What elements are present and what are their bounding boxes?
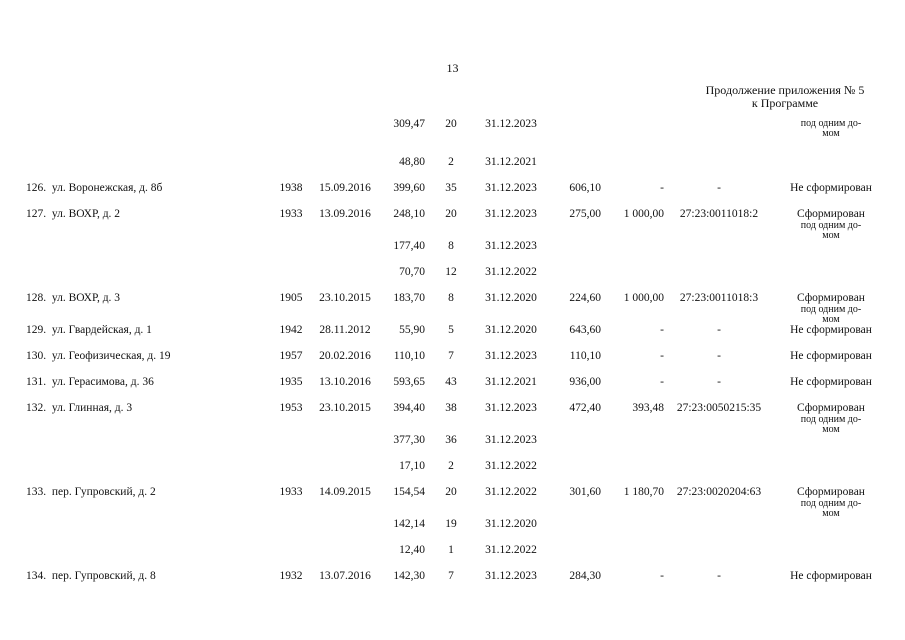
status-cell (774, 156, 888, 182)
total-area-cell (551, 118, 601, 156)
deadline-cell: 31.12.2022 (485, 460, 537, 472)
address-cell (26, 208, 271, 240)
cost-cell (601, 544, 664, 570)
appendix-note-line1: Продолжение приложения № 5 (705, 83, 865, 97)
date-cell: 13.09.2016 (319, 208, 371, 220)
total-area-cell: 224,60 (569, 292, 601, 304)
count-cell: 8 (448, 240, 454, 252)
total-area-cell: 301,60 (569, 486, 601, 498)
count-cell: 38 (445, 402, 457, 414)
count-cell: 20 (445, 118, 457, 130)
year-cell (271, 434, 311, 460)
status-note: мом (822, 230, 840, 241)
status-cell (774, 182, 888, 208)
deadline-cell: 31.12.2020 (485, 518, 537, 530)
area-cell: 12,40 (399, 544, 425, 556)
table-row (26, 570, 888, 596)
date-cell (311, 544, 379, 570)
status-cell (774, 324, 888, 350)
status-text: Не сформирован (790, 324, 872, 336)
deadline-cell: 31.12.2023 (485, 240, 537, 252)
table-row (26, 350, 888, 376)
table-row (26, 518, 888, 544)
address: ул. Гвардейская, д. 1 (51, 324, 152, 336)
total-area-cell (551, 518, 601, 544)
status-cell (774, 208, 888, 240)
year-cell: 1933 (279, 208, 303, 220)
status-cell (774, 402, 888, 434)
status-note: под одним до- (800, 414, 862, 425)
count-cell: 36 (445, 434, 457, 446)
table-row (26, 544, 888, 570)
count-cell: 8 (448, 292, 454, 304)
table-row (26, 324, 888, 350)
count-cell: 43 (445, 376, 457, 388)
cost-cell: - (660, 376, 664, 388)
date-cell: 20.02.2016 (319, 350, 371, 362)
area-cell: 394,40 (393, 402, 425, 414)
deadline-cell: 31.12.2022 (485, 266, 537, 278)
deadline-cell: 31.12.2021 (485, 156, 537, 168)
table-row (26, 460, 888, 486)
status-note: мом (822, 508, 840, 519)
row-number: 134. (26, 570, 47, 582)
total-area-cell: 643,60 (569, 324, 601, 336)
date-cell (311, 518, 379, 544)
year-cell (271, 240, 311, 266)
count-cell: 35 (445, 182, 457, 194)
deadline-cell: 31.12.2023 (485, 208, 537, 220)
address-cell (26, 156, 271, 182)
status-text: Не сформирован (790, 376, 872, 388)
cadastral-number-cell (664, 544, 774, 570)
appendix-note (660, 84, 905, 110)
area-cell: 377,30 (393, 434, 425, 446)
cost-cell (601, 518, 664, 544)
table-row (26, 292, 888, 324)
address: пер. Гупровский, д. 8 (51, 570, 156, 582)
deadline-cell: 31.12.2021 (485, 376, 537, 388)
address-cell (26, 402, 271, 434)
total-area-cell (551, 544, 601, 570)
status-cell (774, 292, 888, 324)
count-cell: 20 (445, 208, 457, 220)
row-number: 127. (26, 208, 47, 220)
date-cell (311, 266, 379, 292)
address-cell (26, 118, 271, 156)
address-cell (26, 324, 271, 350)
table-row (26, 434, 888, 460)
cost-cell (601, 266, 664, 292)
year-cell (271, 118, 311, 156)
table-row (26, 486, 888, 518)
status-text: Не сформирован (790, 182, 872, 194)
address-cell (26, 460, 271, 486)
row-number: 129. (26, 324, 47, 336)
status-note: под одним до- (800, 220, 862, 231)
address-cell (26, 350, 271, 376)
total-area-cell: 606,10 (569, 182, 601, 194)
address: пер. Гупровский, д. 2 (51, 486, 156, 498)
status-cell (774, 460, 888, 486)
address: ул. Герасимова, д. 36 (51, 376, 154, 388)
address: ул. ВОХР, д. 3 (51, 292, 121, 304)
area-cell: 399,60 (393, 182, 425, 194)
address-cell (26, 292, 271, 324)
table-row (26, 376, 888, 402)
row-number: 131. (26, 376, 47, 388)
appendix-note-line2: к Программе (751, 96, 819, 110)
cost-cell (601, 434, 664, 460)
deadline-cell: 31.12.2023 (485, 570, 537, 582)
cost-cell: 1 000,00 (623, 208, 664, 220)
area-cell: 183,70 (393, 292, 425, 304)
deadline-cell: 31.12.2020 (485, 324, 537, 336)
housing-registry-table (26, 118, 888, 596)
count-cell: 2 (448, 460, 454, 472)
address-cell (26, 266, 271, 292)
table-row (26, 266, 888, 292)
status-text: Сформирован (797, 486, 865, 498)
cadastral-number-cell: 27:23:0011018:2 (679, 208, 759, 220)
cost-cell: - (660, 570, 664, 582)
cadastral-number-cell: - (717, 570, 721, 582)
cost-cell: 1 180,70 (623, 486, 664, 498)
cadastral-number-cell (664, 460, 774, 486)
area-cell: 154,54 (393, 486, 425, 498)
count-cell: 5 (448, 324, 454, 336)
cadastral-number-cell: - (717, 324, 721, 336)
year-cell: 1932 (279, 570, 303, 582)
cadastral-number-cell (664, 266, 774, 292)
year-cell: 1905 (279, 292, 303, 304)
year-cell: 1957 (279, 350, 303, 362)
count-cell: 12 (445, 266, 457, 278)
count-cell: 1 (448, 544, 454, 556)
status-cell (774, 266, 888, 292)
cadastral-number-cell (664, 156, 774, 182)
date-cell: 23.10.2015 (319, 292, 371, 304)
total-area-cell (551, 266, 601, 292)
total-area-cell: 472,40 (569, 402, 601, 414)
status-cell (774, 118, 888, 156)
deadline-cell: 31.12.2022 (485, 486, 537, 498)
status-cell (774, 434, 888, 460)
area-cell: 248,10 (393, 208, 425, 220)
date-cell: 15.09.2016 (319, 182, 371, 194)
year-cell: 1953 (279, 402, 303, 414)
deadline-cell: 31.12.2023 (485, 182, 537, 194)
cadastral-number-cell: 27:23:0050215:35 (676, 402, 762, 414)
area-cell: 142,14 (393, 518, 425, 530)
count-cell: 19 (445, 518, 457, 530)
row-number: 132. (26, 402, 47, 414)
deadline-cell: 31.12.2020 (485, 292, 537, 304)
cost-cell: - (660, 350, 664, 362)
date-cell (311, 434, 379, 460)
cadastral-number-cell (664, 434, 774, 460)
date-cell (311, 460, 379, 486)
year-cell (271, 156, 311, 182)
date-cell: 23.10.2015 (319, 402, 371, 414)
table-row (26, 402, 888, 434)
status-text: Сформирован (797, 292, 865, 304)
cost-cell: - (660, 324, 664, 336)
status-note: мом (822, 314, 840, 325)
deadline-cell: 31.12.2022 (485, 544, 537, 556)
address-cell (26, 182, 271, 208)
status-cell (774, 240, 888, 266)
deadline-cell: 31.12.2023 (485, 350, 537, 362)
cost-cell (601, 460, 664, 486)
row-number: 130. (26, 350, 47, 362)
address-cell (26, 434, 271, 460)
status-note: под одним до- (800, 498, 862, 509)
area-cell: 309,47 (393, 118, 425, 130)
total-area-cell (551, 460, 601, 486)
cadastral-number-cell: - (717, 182, 721, 194)
row-number: 126. (26, 182, 47, 194)
row-number: 128. (26, 292, 47, 304)
cost-cell (601, 156, 664, 182)
table-row (26, 182, 888, 208)
status-cell (774, 486, 888, 518)
date-cell (311, 118, 379, 156)
deadline-cell: 31.12.2023 (485, 402, 537, 414)
date-cell (311, 156, 379, 182)
total-area-cell (551, 156, 601, 182)
year-cell (271, 266, 311, 292)
page-number: 13 (446, 61, 459, 75)
address: ул. Геофизическая, д. 19 (51, 350, 171, 362)
status-text: Сформирован (797, 208, 865, 220)
year-cell: 1938 (279, 182, 303, 194)
cadastral-number-cell: 27:23:0020204:63 (676, 486, 762, 498)
date-cell: 14.09.2015 (319, 486, 371, 498)
status-cell (774, 350, 888, 376)
total-area-cell: 284,30 (569, 570, 601, 582)
status-note: под одним до- (800, 118, 862, 129)
year-cell: 1933 (279, 486, 303, 498)
address-cell (26, 570, 271, 596)
total-area-cell: 936,00 (569, 376, 601, 388)
area-cell: 177,40 (393, 240, 425, 252)
cadastral-number-cell (664, 518, 774, 544)
status-note: под одним до- (800, 304, 862, 315)
cost-cell: - (660, 182, 664, 194)
status-note: мом (822, 128, 840, 139)
area-cell: 17,10 (399, 460, 425, 472)
cost-cell: 393,48 (632, 402, 664, 414)
row-number: 133. (26, 486, 47, 498)
address: ул. Воронежская, д. 8б (51, 182, 163, 194)
total-area-cell: 110,10 (569, 350, 601, 362)
status-cell (774, 518, 888, 544)
status-text: Сформирован (797, 402, 865, 414)
cost-cell: 1 000,00 (623, 292, 664, 304)
area-cell: 48,80 (399, 156, 425, 168)
count-cell: 20 (445, 486, 457, 498)
address: ул. Глинная, д. 3 (51, 402, 133, 414)
cadastral-number-cell: - (717, 376, 721, 388)
table-row (26, 240, 888, 266)
cost-cell (601, 118, 664, 156)
count-cell: 7 (448, 350, 454, 362)
count-cell: 7 (448, 570, 454, 582)
year-cell (271, 544, 311, 570)
status-cell (774, 544, 888, 570)
cadastral-number-cell: - (717, 350, 721, 362)
total-area-cell (551, 240, 601, 266)
address-cell (26, 544, 271, 570)
area-cell: 70,70 (399, 266, 425, 278)
cadastral-number-cell (664, 240, 774, 266)
address-cell (26, 240, 271, 266)
status-text: Не сформирован (790, 570, 872, 582)
deadline-cell: 31.12.2023 (485, 118, 537, 130)
total-area-cell: 275,00 (569, 208, 601, 220)
year-cell (271, 518, 311, 544)
area-cell: 110,10 (393, 350, 425, 362)
date-cell: 13.10.2016 (319, 376, 371, 388)
status-note: мом (822, 424, 840, 435)
cadastral-number-cell: 27:23:0011018:3 (679, 292, 759, 304)
area-cell: 55,90 (399, 324, 425, 336)
cost-cell (601, 240, 664, 266)
area-cell: 593,65 (393, 376, 425, 388)
cadastral-number-cell (664, 118, 774, 156)
table-row (26, 208, 888, 240)
date-cell (311, 240, 379, 266)
status-cell (774, 376, 888, 402)
table-row (26, 118, 888, 156)
total-area-cell (551, 434, 601, 460)
status-cell (774, 570, 888, 596)
deadline-cell: 31.12.2023 (485, 434, 537, 446)
year-cell: 1935 (279, 376, 303, 388)
address-cell (26, 376, 271, 402)
year-cell: 1942 (279, 324, 303, 336)
table-row (26, 156, 888, 182)
address: ул. ВОХР, д. 2 (51, 208, 121, 220)
area-cell: 142,30 (393, 570, 425, 582)
address-cell (26, 518, 271, 544)
date-cell: 13.07.2016 (319, 570, 371, 582)
address-cell (26, 486, 271, 518)
count-cell: 2 (448, 156, 454, 168)
status-text: Не сформирован (790, 350, 872, 362)
date-cell: 28.11.2012 (319, 324, 371, 336)
year-cell (271, 460, 311, 486)
